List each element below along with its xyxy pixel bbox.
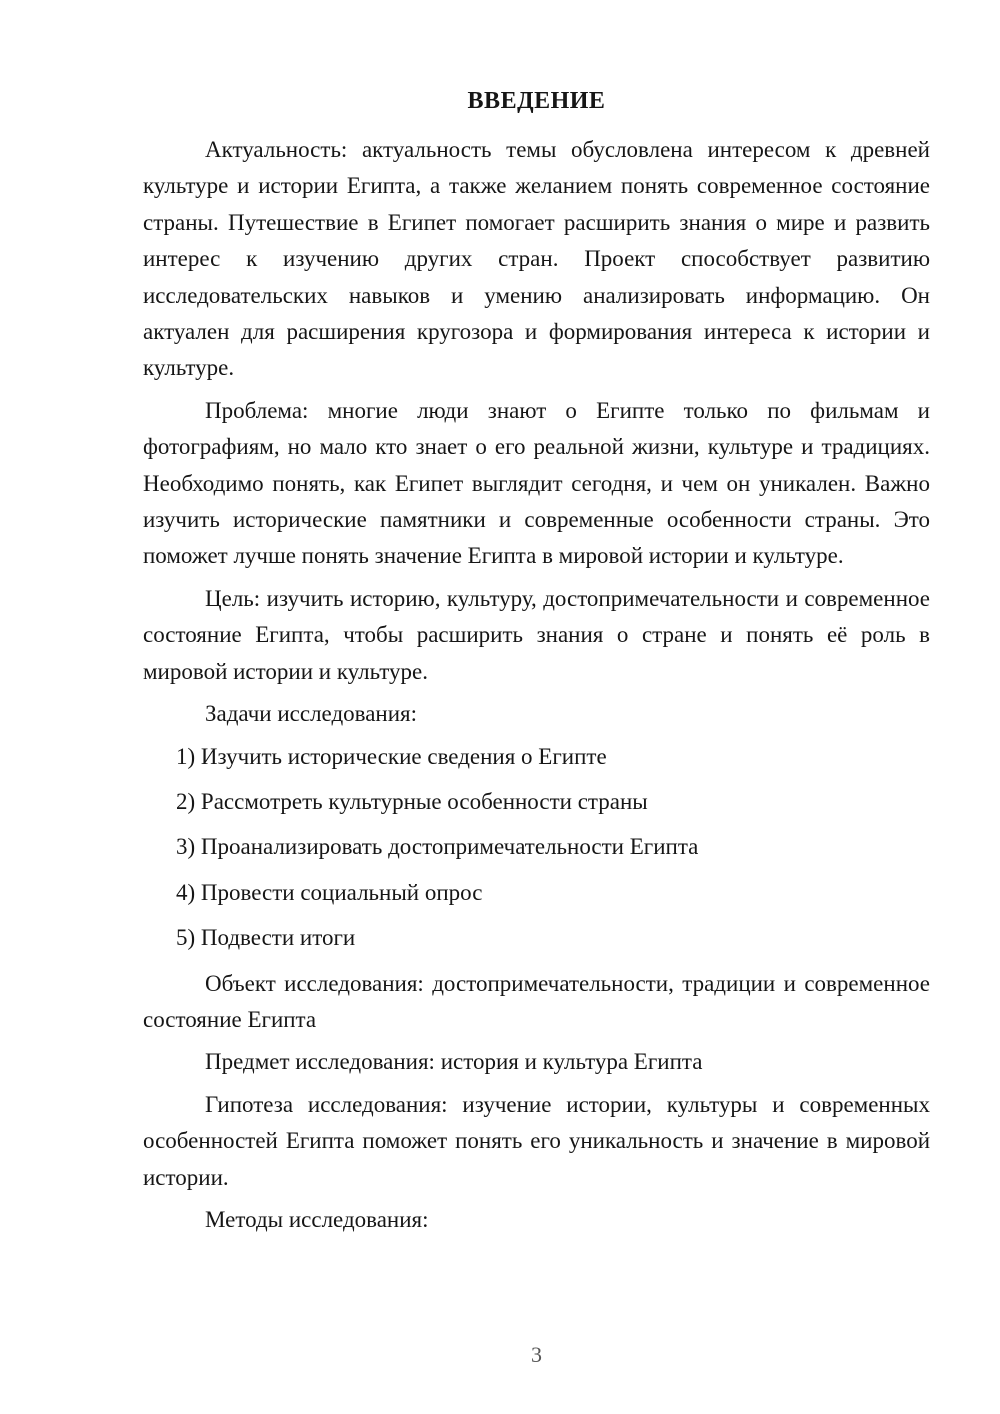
task-item-4: 4) Провести социальный опрос — [176, 879, 483, 905]
page-number: 3 — [531, 1342, 542, 1367]
paragraph-subject: Предмет исследования: история и культура Египта — [205, 1049, 703, 1075]
page-title: ВВЕДЕНИЕ — [467, 88, 606, 114]
paragraph-tsel: Цель: изучить историю, культуру, достопримечательности и современное состояние Египта, чтобы расширить знания о стране и понять её роль в мировой истории и культуре. — [143, 585, 930, 684]
task-item-5: 5) Подвести итоги — [176, 925, 356, 951]
task-item-3: 3) Проанализировать достопримечательности Египта — [176, 834, 699, 860]
task-item-2: 2) Рассмотреть культурные особенности страны — [176, 788, 648, 814]
task-item-1: 1) Изучить исторические сведения о Египте — [176, 743, 607, 769]
paragraph-object: Объект исследования: достопримечательности, традиции и современное состояние Египта — [143, 970, 930, 1032]
paragraph-problema: Проблема: многие люди знают о Египте только по фильмам и фотографиям, но мало кто знает о его реальной жизни, культуре и традициях. Необходимо понять, как Египет выглядит сегодня, и чем он уникален. Важно изучить исторические памятники и современные особенности страны. Это поможет лучше понять значение Египта в мировой истории и культуре. — [143, 397, 930, 569]
methods-heading: Методы исследования: — [205, 1206, 429, 1232]
tasks-heading: Задачи исследования: — [205, 701, 418, 727]
paragraph-hypothesis: Гипотеза исследования: изучение истории, культуры и современных особенностей Египта поможет понять его уникальность и значение в мировой истории. — [143, 1091, 930, 1190]
paragraph-aktualnost: Актуальность: актуальность темы обусловлена интересом к древней культуре и истории Египта, а также желанием понять современное состояние страны. Путешествие в Египет помогает расширить знания о мире и развить интерес к изучению других стран. Проект способствует развитию исследовательских навыков и умению анализировать информацию. Он актуален для расширения кругозора и формирования интереса к истории и культуре. — [143, 137, 930, 381]
